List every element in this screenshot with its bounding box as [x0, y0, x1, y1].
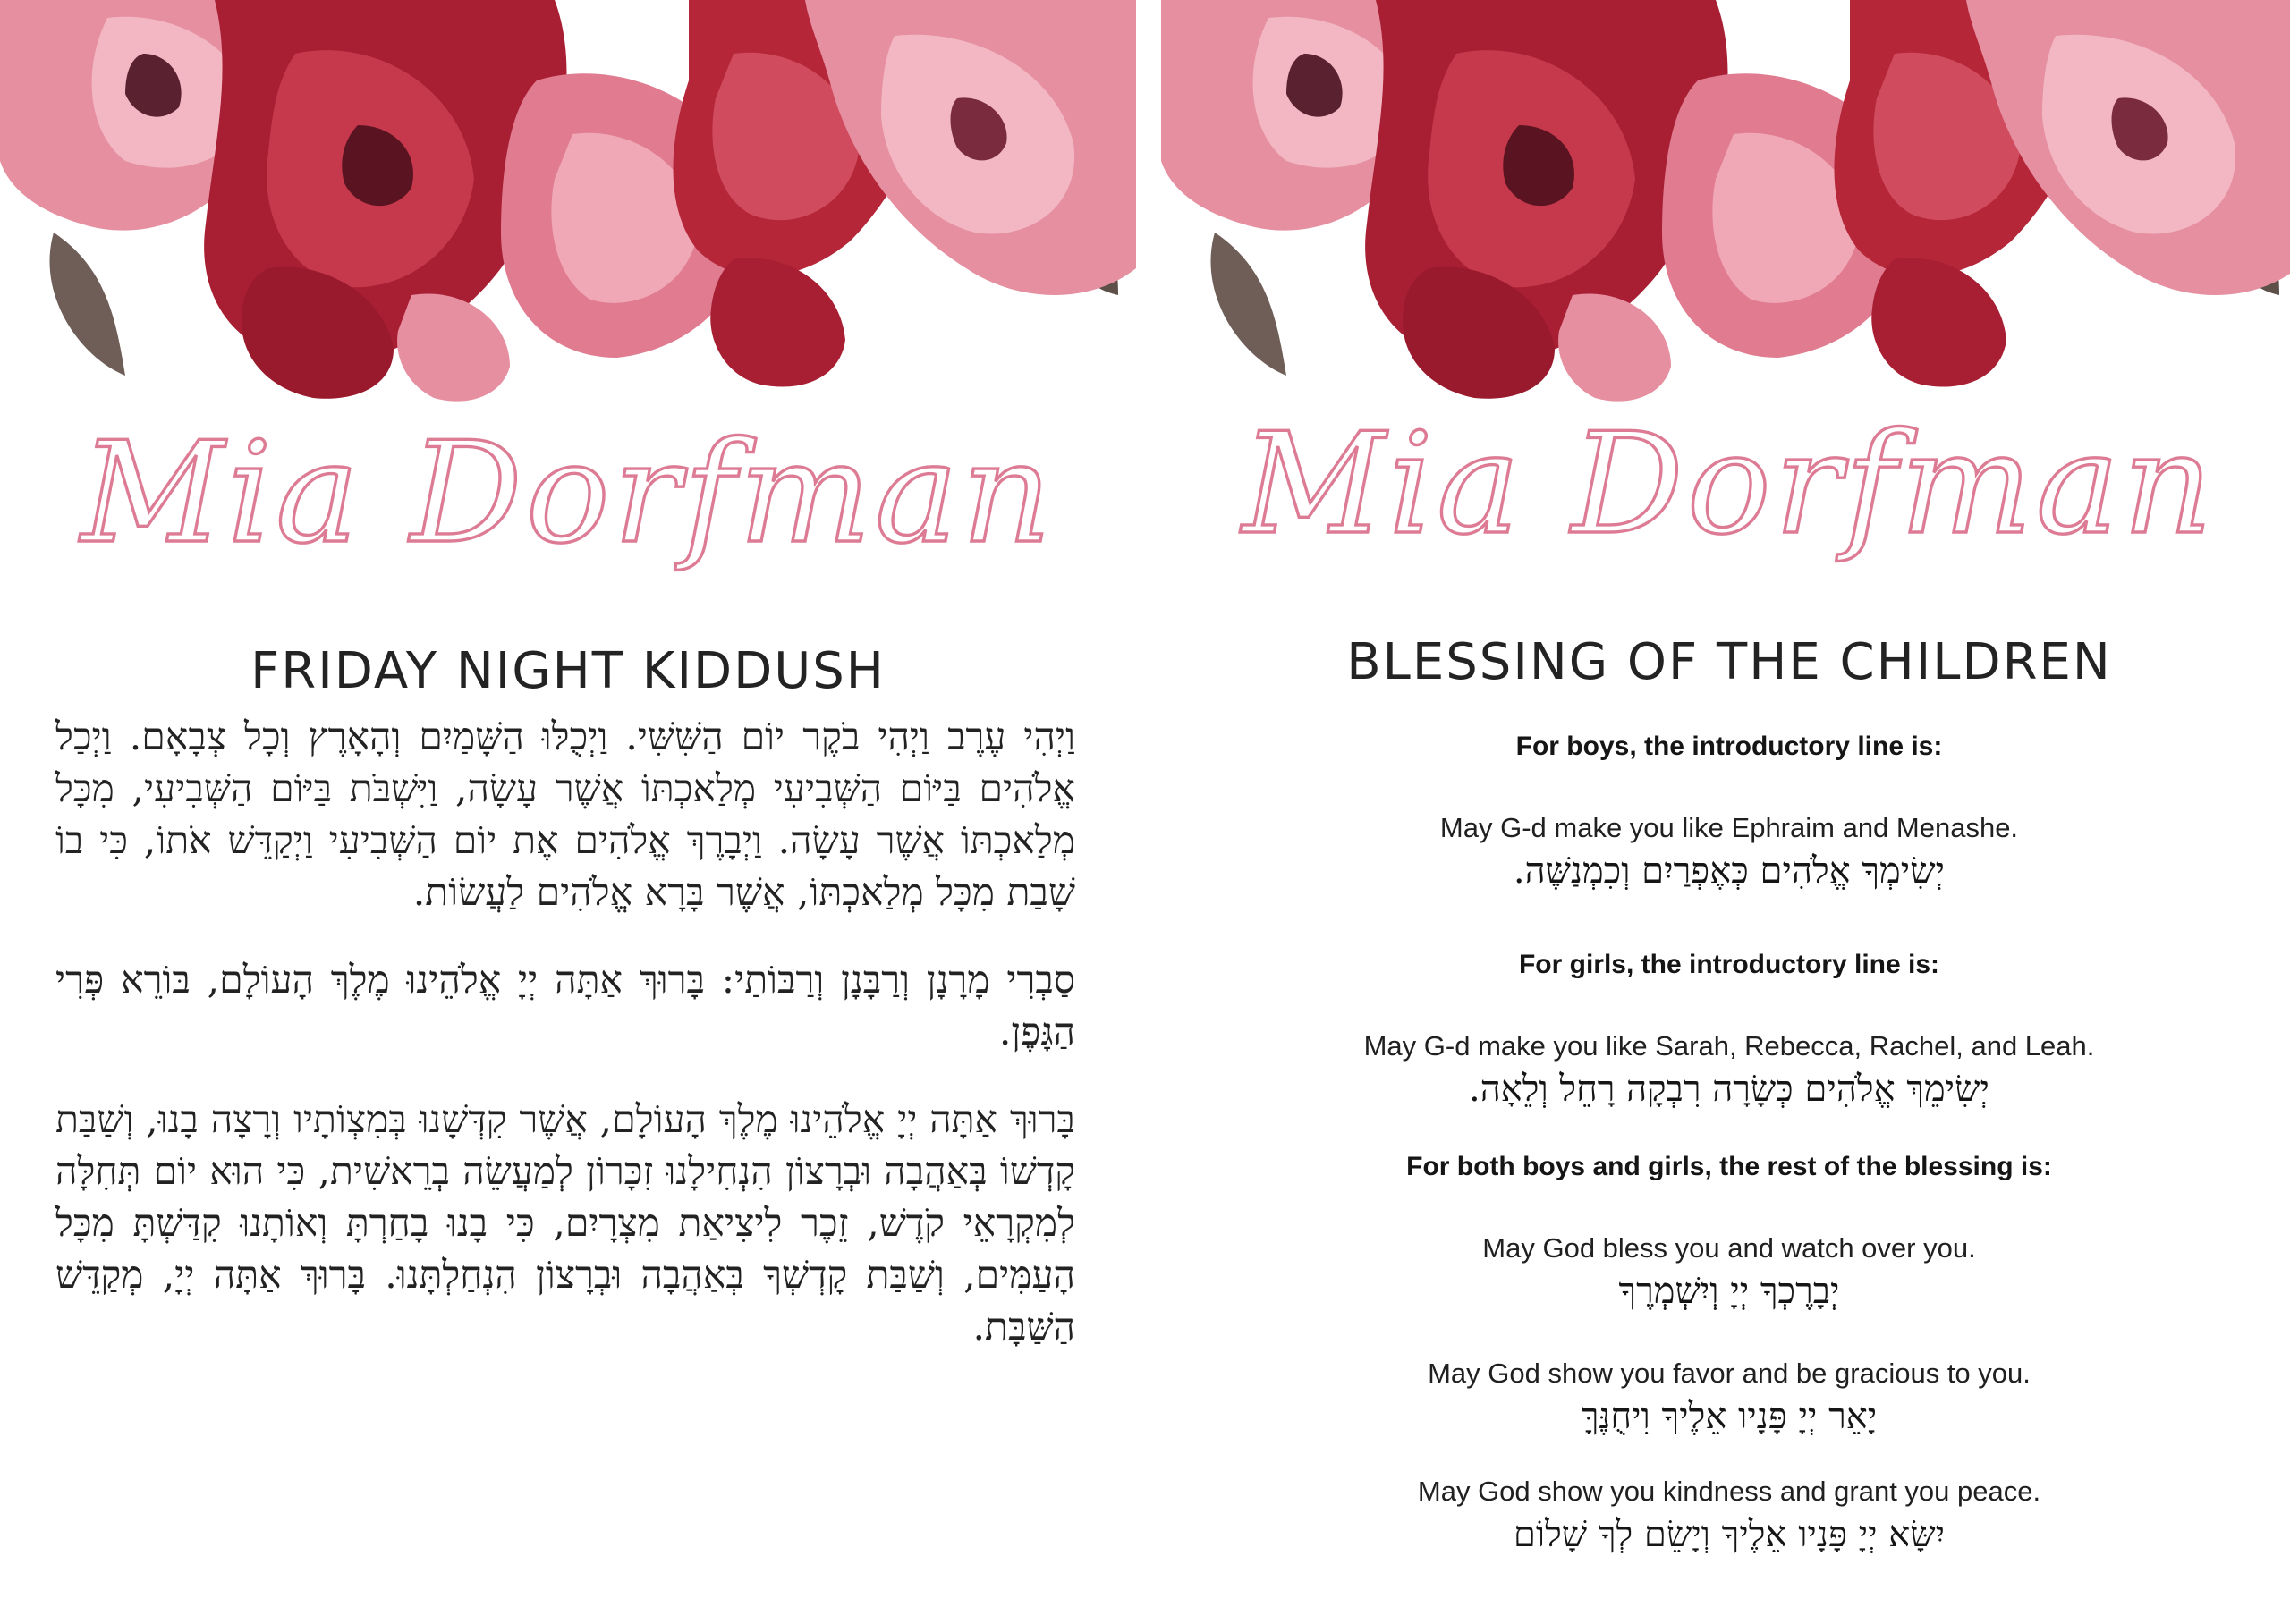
blessing-line2-english: May God show you favor and be gracious to you. — [1428, 1358, 2031, 1389]
girls-hebrew: יְשִׂימֵךְ אֱלֹהִים כְּשָׂרָה רִבְקָה רָחֵל וְלֵאָה. — [1469, 1069, 1989, 1110]
blessing-line3-hebrew: יִשָּׂא יְיָ פָּנָיו אֵלֶיךָ וְיָשֵׂם לְךָ שָׁלוֹם — [1513, 1514, 1946, 1555]
page-title: BLESSING OF THE CHILDREN — [1346, 633, 2112, 691]
boys-hebrew: יְשִׂימְךָ אֱלֹהִים כְּאֶפְרַיִם וְכִמְנַשֶּׁה. — [1513, 850, 1946, 892]
boys-heading: For boys, the introductory line is: — [1515, 732, 1943, 761]
both-heading: For both boys and girls, the rest of the blessing is: — [1406, 1152, 2052, 1181]
kiddush-paragraph-wine: סַבְרִי מָרָנָן וְרַבָּנָן וְרַבּוֹתַי: בָּרוּךְ אַתָּה יְיָ אֱלֹהֵינוּ מֶלֶךְ הָעוֹלָם, בּוֹרֵא פְּרִי הַגָּפֶן. — [55, 959, 1075, 1054]
signature-text: Mia Dorfman — [1242, 407, 2217, 565]
blessing-line1-english: May God bless you and watch over you. — [1482, 1232, 1976, 1264]
page-title: FRIDAY NIGHT KIDDUSH — [250, 642, 886, 700]
girls-heading: For girls, the introductory line is: — [1518, 950, 1940, 979]
kiddush-paragraph-sanctification: בָּרוּךְ אַתָּה יְיָ אֱלֹהֵינוּ מֶלֶךְ הָעוֹלָם, אֲשֶׁר קִדְּשָׁנוּ בְּמִצְוֹתָיו וְרָצָה בָנוּ, וְשַׁבַּת קָדְשׁוֹ בְּאַהֲבָה וּבְרָצוֹן הִנְחִילָנוּ זִכָּרוֹן לְמַעֲשֵׂה בְרֵאשִׁית, כִּי הוּא יוֹם תְּחִלָּה לְמִקְרָאֵי קֹדֶשׁ, זֵכֶר לִיצִיאַת מִצְרָיִם, כִּי בָנוּ בָחַרְתָּ וְאוֹתָנוּ קִדַּשְׁתָּ מִכָּל הָעַמִּים, וְשַׁבַּת קָדְשְׁךָ בְּאַהֲבָה וּבְרָצוֹן הִנְחַלְתָּנוּ. בָּרוּךְ אַתָּה יְיָ, מְקַדֵּשׁ הַשַּׁבָּת. — [55, 1098, 1075, 1349]
signature-logo — [1161, 407, 2290, 613]
blessing-line2-hebrew: יָאֵר יְיָ פָּנָיו אֵלֶיךָ וִיחֻנֶּךָּ — [1581, 1396, 1878, 1437]
kiddush-text — [55, 712, 1075, 1390]
blessing-line1-hebrew: יְבָרֶכְךָ יְיָ וְיִשְׁמְרֶךָ — [1618, 1271, 1840, 1312]
signature-text: Mia Dorfman — [81, 411, 1056, 574]
floral-header-image — [0, 0, 1136, 411]
boys-english: May G-d make you like Ephraim and Menashe. — [1439, 812, 2019, 843]
blessing-line3-english: May God show you kindness and grant you peace. — [1417, 1476, 2041, 1507]
signature-logo — [0, 407, 1136, 613]
floral-header-image — [1161, 0, 2290, 411]
kiddush-card — [0, 0, 1136, 1624]
girls-english: May G-d make you like Sarah, Rebecca, Rachel, and Leah. — [1363, 1030, 2095, 1062]
blessing-card — [1161, 0, 2290, 1624]
kiddush-paragraph-vayechulu: וַיְהִי עֶרֶב וַיְהִי בֹקֶר יוֹם הַשִּׁשִּׁי. וַיְכֻלּוּ הַשָּׁמַיִם וְהָאָרֶץ וְכָל צְבָאָם. וַיְכַל אֱלֹהִים בַּיּוֹם הַשְּׁבִיעִי מְלַאכְתּוֹ אֲשֶׁר עָשָׂה, וַיִּשְׁבֹּת בַּיּוֹם הַשְּׁבִיעִי, מִכָּל מְלַאכְתּוֹ אֲשֶׁר עָשָׂה. וַיְבָרֶךְ אֱלֹהִים אֶת יוֹם הַשְּׁבִיעִי וַיְקַדֵּשׁ אֹתוֹ, כִּי בוֹ שָׁבַת מִכָּל מְלַאכְתּוֹ, אֲשֶׁר בָּרָא אֱלֹהִים לַעֲשׂוֹת. — [55, 715, 1075, 915]
